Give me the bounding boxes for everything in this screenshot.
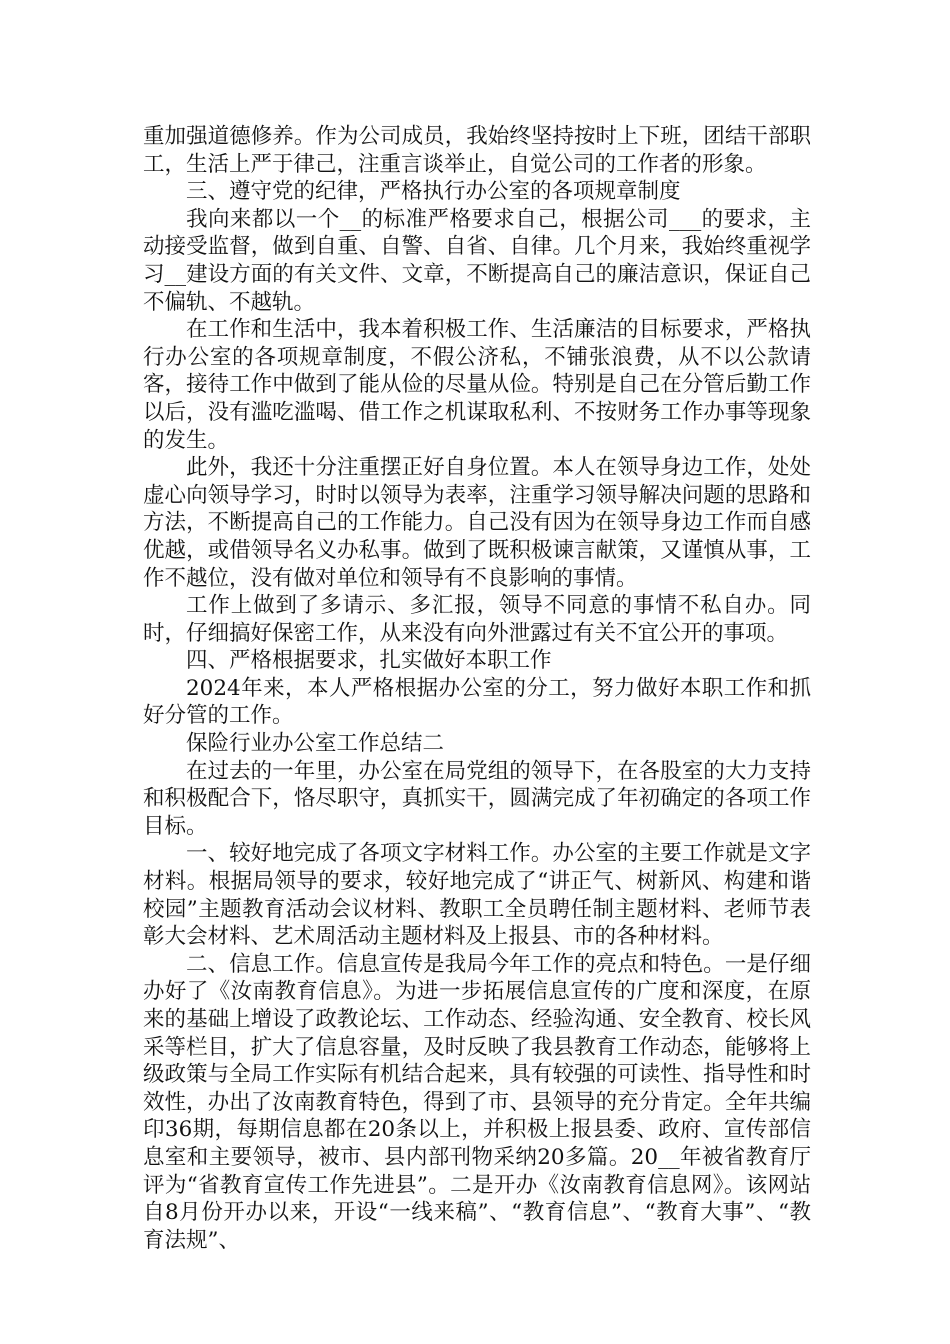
paragraph: 在工作和生活中，我本着积极工作、生活廉洁的目标要求，严格执行办公室的各项规章制度，不假公济私，不铺张浪费，从不以公款请客，接待工作中做到了能从俭的尽量从俭。特别是自己在分管后勤工作以后，没有滥吃滥喝、借工作之机谋取私利、不按财务工作办事等现象的发生。 [143,317,811,453]
paragraph: 重加强道德修养。作为公司成员，我始终坚持按时上下班，团结干部职工，生活上严于律己，注重言谈举止，自觉公司的工作者的形象。 [143,124,811,177]
section-heading: 四、严格根据要求，扎实做好本职工作 [186,648,552,674]
document-body [143,123,811,1254]
paragraph: 二、信息工作。信息宣传是我局今年工作的亮点和特色。一是仔细办好了《汝南教育信息》。为进一步拓展信息宣传的广度和深度，在原来的基础上增设了政教论坛、工作动态、经验沟通、安全教育、校长风采等栏目，扩大了信息容量，及时反映了我县教育工作动态，能够将上级政策与全局工作实际有机结合起来，具有较强的可读性、指导性和时效性，办出了汝南教育特色，得到了市、县领导的充分肯定。全年共编印36期，每期信息都在20条以上，并积极上报县委、政府、宣传部信息室和主要领导，被市、县内部刊物采纳20多篇。20__年被省教育厅评为“省教育宣传工作先进县”。二是开办《汝南教育信息网》。该网站自8月份开办以来，开设“一线来稿”、“教育信息”、“教育大事”、“教育法规”、 [143,951,811,1253]
section-heading: 三、遵守党的纪律，严格执行办公室的各项规章制度 [186,179,681,205]
paragraph: 工作上做到了多请示、多汇报，领导不同意的事情不私自办。同时，仔细搞好保密工作，从来没有向外泄露过有关不宜公开的事项。 [143,593,811,646]
paragraph: 一、较好地完成了各项文字材料工作。办公室的主要工作就是文字材料。根据局领导的要求，较好地完成了“讲正气、树新风、构建和谐校园”主题教育活动会议材料、教职工全员聘任制主题材料、老师节表彰大会材料、艺术周活动主题材料及上报县、市的各种材料。 [143,841,811,950]
paragraph: 在过去的一年里，办公室在局党组的领导下，在各股室的大力支持和积极配合下，恪尽职守，真抓实干，圆满完成了年初确定的各项工作目标。 [143,758,811,839]
document-subtitle: 保险行业办公室工作总结二 [186,731,445,757]
paragraph: 2024年来，本人严格根据办公室的分工，努力做好本职工作和抓好分管的工作。 [143,675,811,729]
paragraph: 我向来都以一个__的标准严格要求自己，根据公司___的要求，主动接受监督，做到自重、自警、自省、自律。几个月来，我始终重视学习__建设方面的有关文件、文章，不断提高自己的廉洁意识，保证自己不偏轨、不越轨。 [143,206,811,315]
paragraph: 此外，我还十分注重摆正好自身位置。本人在领导身边工作，处处虚心向领导学习，时时以领导为表率，注重学习领导解决问题的思路和方法，不断提高自己的工作能力。自己没有因为在领导身边工作而自感优越，或借领导名义办私事。做到了既积极谏言献策，又谨慎从事，工作不越位，没有做对单位和领导有不良影响的事情。 [143,455,811,591]
